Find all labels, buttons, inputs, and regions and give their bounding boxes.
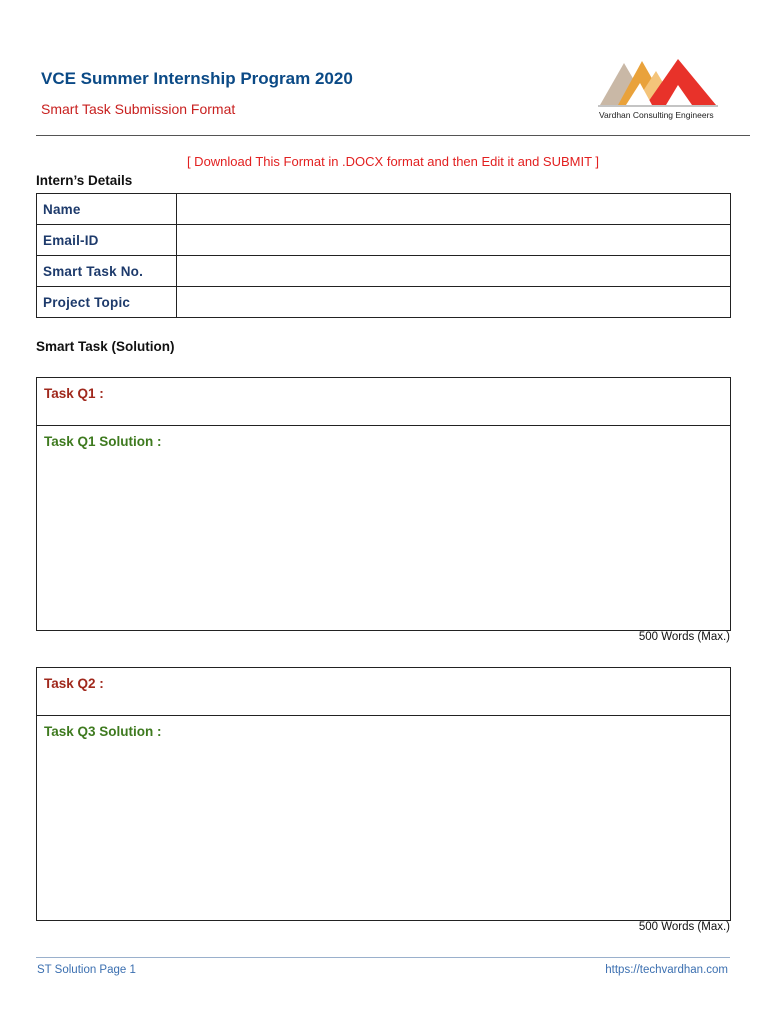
footer-divider [36,957,730,958]
interns-details-table [36,193,731,318]
email-id-field[interactable] [177,225,731,256]
email-id-label: Email-ID [37,225,177,256]
header-divider [36,135,750,136]
footer-page-label: ST Solution Page 1 [37,964,136,976]
logo-text: Vardhan Consulting Engineers [599,110,714,120]
task-1-box [36,377,731,631]
task-1-word-limit: 500 Words (Max.) [638,631,730,643]
task-2-question-label: Task Q2 : [44,676,104,691]
name-field[interactable] [177,194,731,225]
task-2-question-area[interactable] [37,668,730,716]
task-1-solution-area[interactable] [37,426,730,630]
task-2-solution-label: Task Q3 Solution : [44,724,162,739]
smart-task-no-field[interactable] [177,256,731,287]
project-topic-field[interactable] [177,287,731,318]
task-1-solution-label: Task Q1 Solution : [44,434,162,449]
name-label: Name [37,194,177,225]
footer-website-link[interactable]: https://techvardhan.com [605,964,728,976]
table-row [37,194,731,225]
download-notice: [ Download This Format in .DOCX format and then Edit it and SUBMIT ] [186,154,600,169]
project-topic-label: Project Topic [37,287,177,318]
interns-details-heading: Intern’s Details [36,173,133,188]
smart-task-solution-heading: Smart Task (Solution) [36,339,175,354]
task-1-question-area[interactable] [37,378,730,426]
task-2-box [36,667,731,921]
task-2-word-limit: 500 Words (Max.) [638,921,730,933]
table-row [37,225,731,256]
table-row [37,256,731,287]
table-row [37,287,731,318]
smart-task-no-label: Smart Task No. [37,256,177,287]
task-2-solution-area[interactable] [37,716,730,920]
task-1-question-label: Task Q1 : [44,386,104,401]
page-subtitle: Smart Task Submission Format [41,101,236,117]
page-title: VCE Summer Internship Program 2020 [41,69,353,88]
